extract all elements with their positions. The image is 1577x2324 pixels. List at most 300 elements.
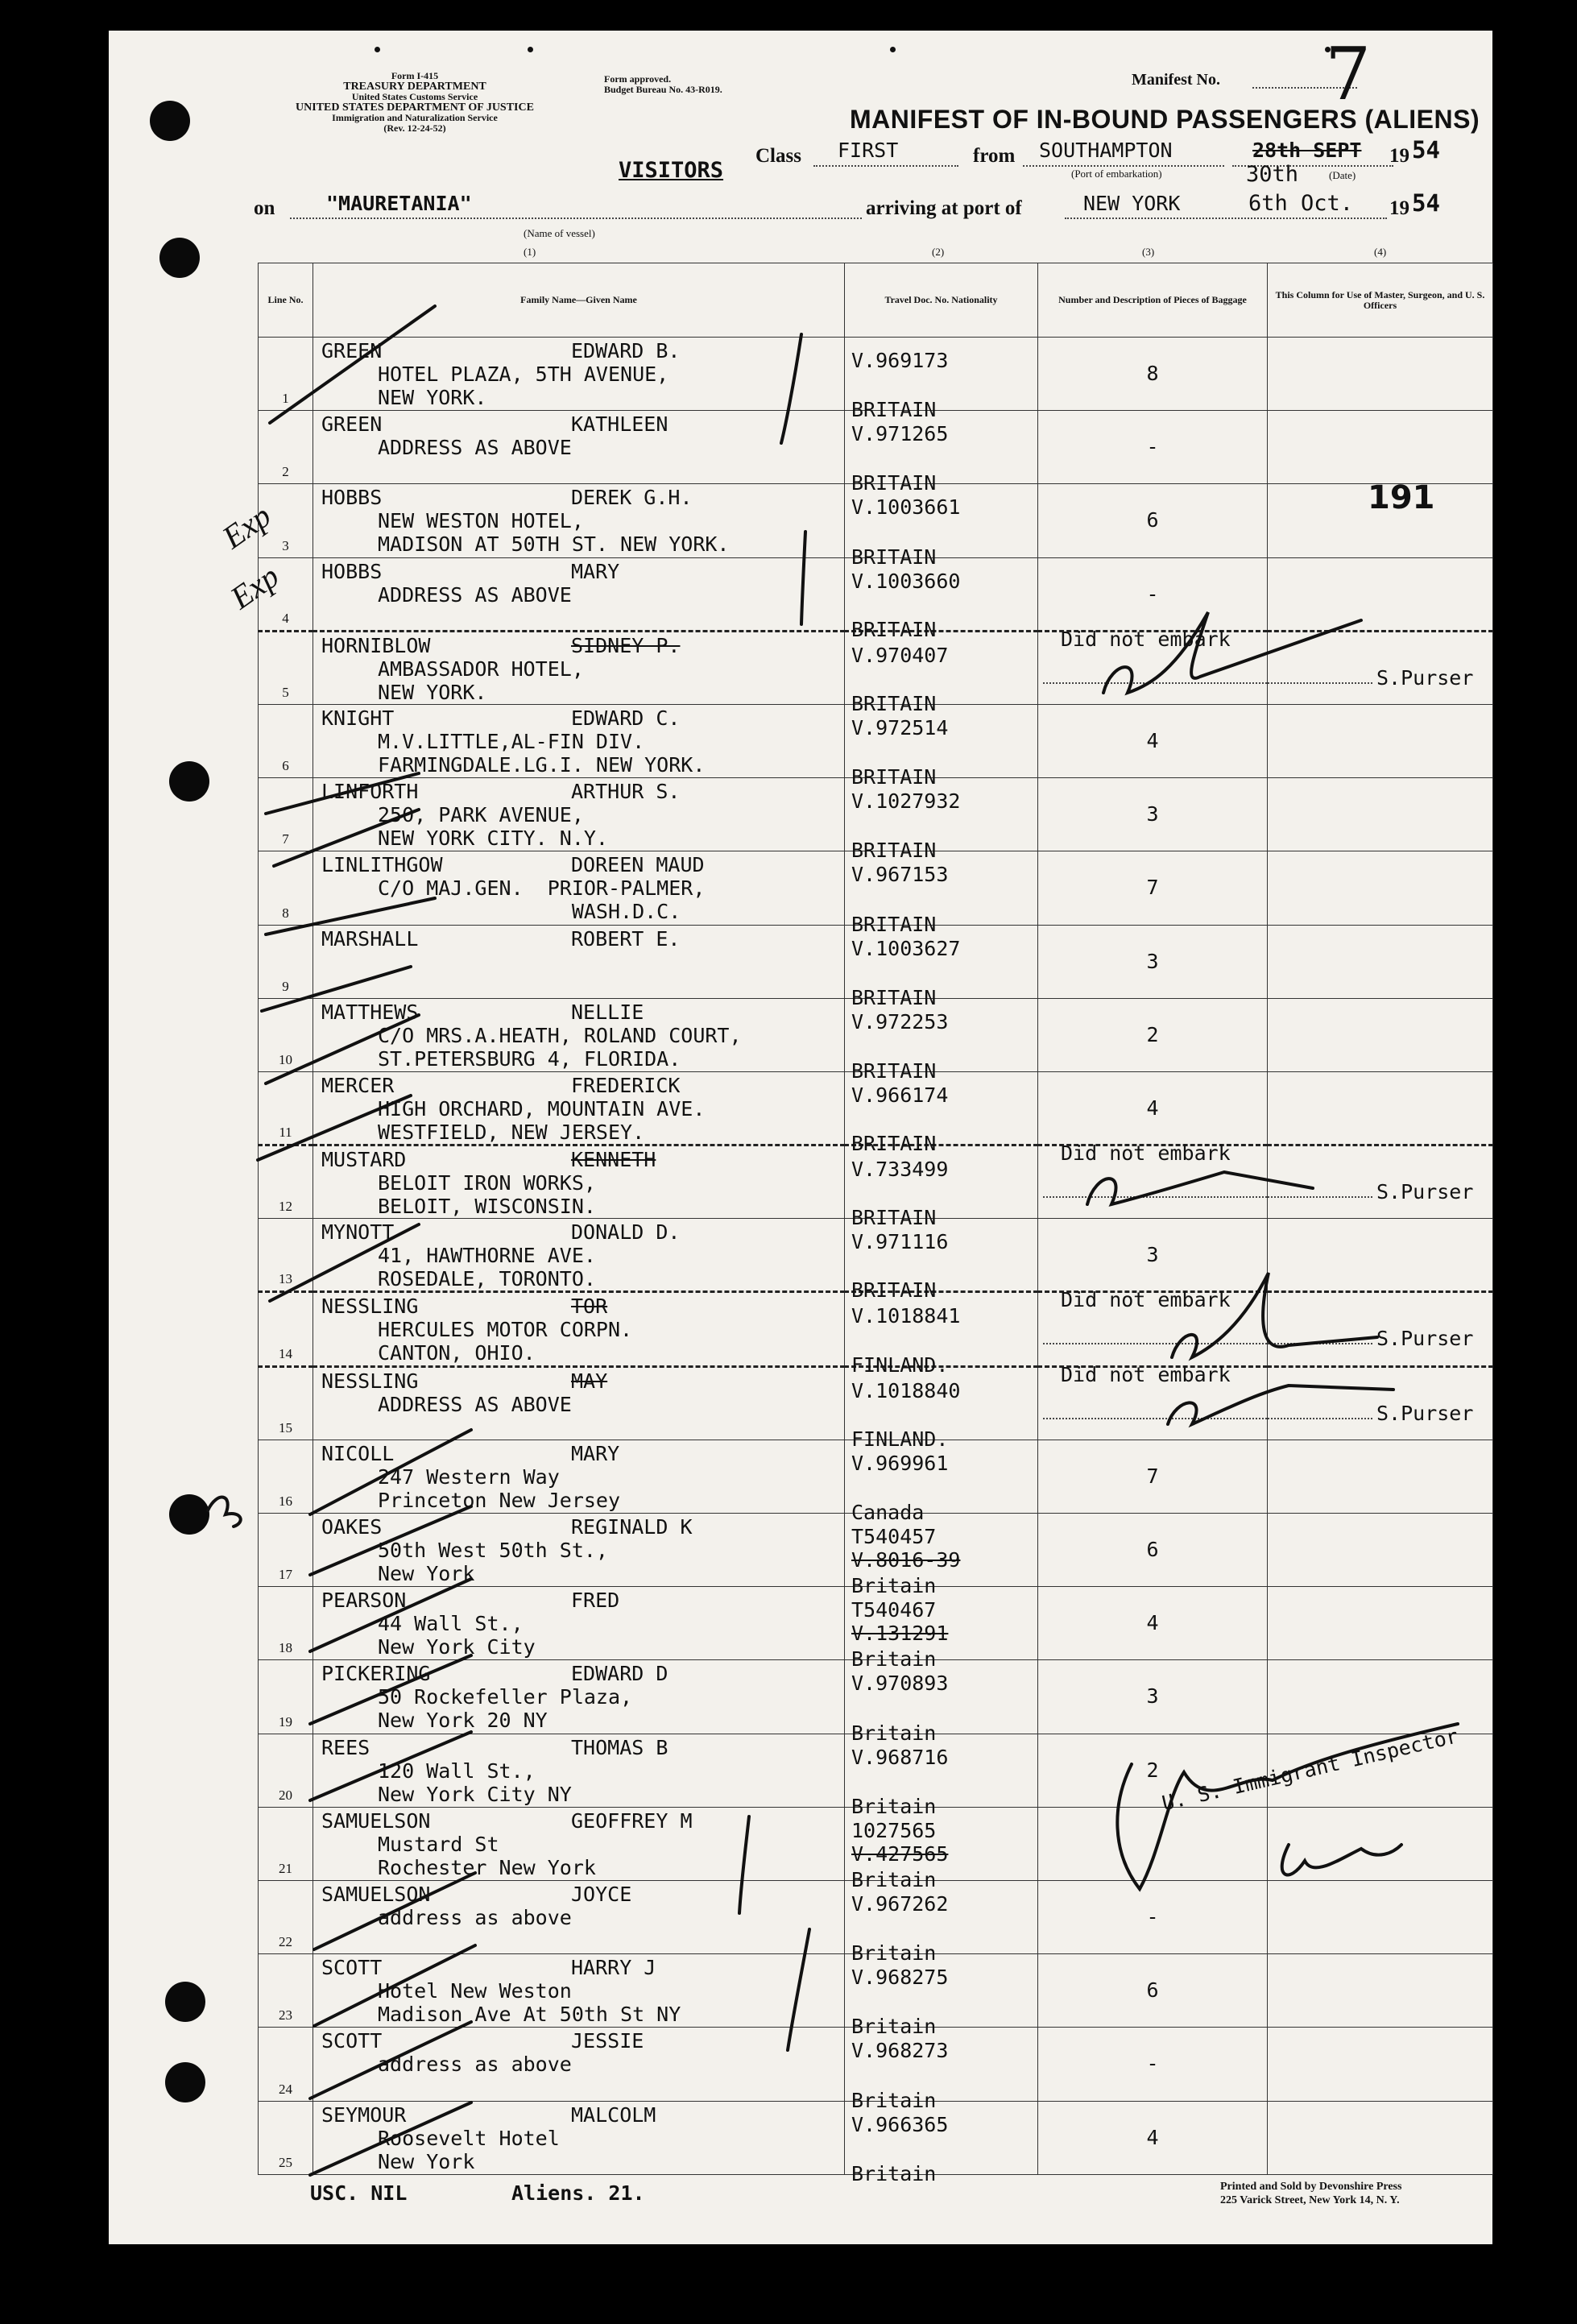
travel-doc-cell: [845, 484, 1038, 569]
punch-hole: [150, 101, 190, 141]
line-number: 6: [282, 758, 289, 774]
customs-service: United States Customs Service: [351, 91, 478, 102]
family-name: HOBBS: [321, 486, 383, 510]
address-line: 247 Western Way: [378, 1464, 560, 1489]
travel-doc-number: V.1018841: [851, 1304, 961, 1328]
travel-doc-cell: [845, 1219, 1038, 1303]
nationality: BRITAIN: [851, 1058, 937, 1083]
arrival-year: 54: [1412, 189, 1440, 217]
family-name: HOBBS: [321, 559, 383, 583]
nationality: Britain: [851, 2088, 937, 2112]
travel-doc-number: V.968273: [851, 2039, 949, 2063]
table-row: [259, 925, 1493, 998]
passenger-name-cell: [313, 1440, 845, 1513]
officer-use-cell: [1268, 1807, 1493, 1880]
family-name: NESSLING: [321, 1369, 419, 1393]
baggage-cell: [1038, 1954, 1268, 2028]
form-approved: Form approved.: [604, 73, 672, 85]
officer-use-cell: [1268, 1145, 1493, 1219]
family-name: SCOTT: [321, 1956, 383, 1980]
family-name: PICKERING: [321, 1662, 431, 1686]
address-line: ROSEDALE, TORONTO.: [378, 1267, 596, 1291]
form-agency-block: [246, 71, 584, 134]
officer-mark: 191: [1368, 479, 1435, 516]
baggage-count: 3: [1146, 1684, 1159, 1709]
purser-dotted-line: [1268, 1196, 1372, 1198]
line-number: 23: [279, 2007, 292, 2024]
officer-use-cell: [1268, 1954, 1493, 2028]
officer-use-cell: [1268, 2101, 1493, 2175]
passenger-name-cell: [313, 1071, 845, 1145]
travel-doc-number: V.733499: [851, 1158, 949, 1182]
passenger-name-cell: [313, 1292, 845, 1366]
manifest-number-label: Manifest No.: [1132, 71, 1220, 89]
immigrant-inspector-stamp: U. S. Immigrant Inspector: [1160, 1724, 1461, 1816]
from-label: from: [973, 145, 1016, 167]
table-row: [259, 1587, 1493, 1660]
line-number-cell: [259, 2028, 313, 2101]
family-name: KNIGHT: [321, 706, 395, 730]
punch-hole: [165, 1982, 205, 2022]
port-embark-caption: (Port of embarkation): [1071, 168, 1162, 180]
line-number: 24: [279, 2081, 292, 2097]
nationality: Britain: [851, 2162, 937, 2185]
address-line: Hotel New Weston: [378, 1979, 572, 2003]
line-number: 14: [279, 1345, 292, 1361]
baggage-cell: [1038, 1660, 1268, 1734]
given-name: EDWARD B.: [571, 339, 681, 362]
line-number: 10: [279, 1051, 292, 1067]
baggage-count: 2: [1146, 1022, 1159, 1046]
line-number-cell: [259, 1660, 313, 1734]
baggage-count: 3: [1146, 802, 1159, 826]
baggage-count: -: [1146, 1904, 1159, 1928]
header-travel-doc: Travel Doc. No. Nationality: [845, 263, 1038, 338]
travel-doc-number: T540457: [851, 1525, 937, 1548]
officer-use-cell: [1268, 1071, 1493, 1145]
given-name: JESSIE: [571, 2029, 644, 2053]
family-name: MUSTARD: [321, 1148, 407, 1172]
address-line: ADDRESS AS ABOVE: [378, 582, 572, 607]
address-line: ST.PETERSBURG 4, FLORIDA.: [378, 1046, 681, 1071]
line-number-cell: [259, 778, 313, 851]
line-number: 11: [279, 1125, 292, 1141]
nationality: BRITAIN: [851, 1278, 937, 1303]
baggage-cell: [1038, 1362, 1268, 1440]
line-number-cell: [259, 411, 313, 484]
travel-doc-cell: [845, 2028, 1038, 2112]
purser-label: S.Purser: [1376, 1401, 1474, 1425]
line-number: 5: [282, 684, 289, 700]
punch-hole: [165, 2062, 205, 2102]
travel-doc-cell: [845, 1587, 1038, 1672]
travel-doc-struck: V.131291: [851, 1622, 949, 1646]
did-not-embark: Did not embark: [1061, 627, 1231, 651]
address-line: Mustard St: [378, 1832, 499, 1856]
form-approval: [604, 74, 722, 95]
address-line: Princeton New Jersey: [378, 1488, 621, 1512]
travel-doc-struck: V.427565: [851, 1841, 949, 1866]
purser-label: S.Purser: [1376, 1327, 1474, 1351]
table-row: [259, 851, 1493, 925]
address-line: BELOIT, WISCONSIN.: [378, 1195, 596, 1219]
passenger-name-cell: [313, 1514, 845, 1587]
baggage-cell: [1038, 778, 1268, 851]
did-not-embark: Did not embark: [1061, 1288, 1231, 1312]
arrival-line: [1065, 217, 1387, 219]
header-line-no: Line No.: [259, 263, 313, 338]
officer-use-cell: [1268, 631, 1493, 704]
baggage-cell: [1038, 1440, 1268, 1513]
baggage-count: 3: [1146, 949, 1159, 973]
baggage-count: 7: [1146, 1464, 1159, 1488]
passenger-name-cell: [313, 411, 845, 484]
travel-doc-number: V.969173: [851, 349, 949, 372]
line-number-cell: [259, 704, 313, 777]
passenger-name-cell: [313, 1954, 845, 2028]
table-row: [259, 1880, 1493, 1953]
passenger-name-cell: [313, 851, 845, 925]
line-number: 16: [279, 1493, 292, 1509]
table-row: [259, 1366, 1493, 1440]
line-number: 20: [279, 1787, 292, 1803]
table-row: [259, 1954, 1493, 2028]
baggage-count: 4: [1146, 1611, 1159, 1635]
line-number: 15: [279, 1419, 292, 1435]
baggage-cell: [1038, 1219, 1268, 1292]
line-number-cell: [259, 1071, 313, 1145]
on-label: on: [254, 197, 275, 219]
nationality: Britain: [851, 1721, 937, 1745]
address-line: NEW YORK CITY. N.Y.: [378, 826, 608, 851]
travel-doc-number: V.966174: [851, 1083, 949, 1107]
arrival-date: 6th Oct.: [1248, 191, 1354, 216]
travel-doc-cell: [845, 1440, 1038, 1524]
baggage-cell: [1038, 704, 1268, 777]
baggage-cell: [1038, 998, 1268, 1071]
travel-doc-cell: [845, 2101, 1038, 2185]
printer-line-1: Printed and Sold by Devonshire Press: [1220, 2181, 1402, 2193]
col-number-3: (3): [1142, 246, 1155, 258]
address-line: New York 20 NY: [378, 1709, 548, 1733]
baggage-count: -: [1146, 582, 1159, 606]
address-line: BELOIT IRON WORKS,: [378, 1171, 596, 1195]
family-name: SAMUELSON: [321, 1808, 431, 1833]
given-name: ROBERT E.: [571, 926, 681, 951]
officer-use-cell: [1268, 1514, 1493, 1587]
address-line: CANTON, OHIO.: [378, 1341, 536, 1365]
line-number-cell: [259, 1366, 313, 1440]
travel-doc-number: V.968275: [851, 1966, 949, 1990]
nationality: BRITAIN: [851, 839, 937, 863]
nationality: BRITAIN: [851, 398, 937, 422]
arrival-port: NEW YORK: [1083, 192, 1181, 215]
address-line: New York: [378, 2149, 475, 2173]
address-line: 250, PARK AVENUE,: [378, 803, 584, 827]
printer-line-2: 225 Varick Street, New York 14, N. Y.: [1220, 2194, 1400, 2206]
baggage-count: 7: [1146, 876, 1159, 900]
baggage-count: 4: [1146, 1096, 1159, 1120]
manifest-number: 7: [1325, 32, 1372, 117]
arrival-year-prefix: 19: [1389, 197, 1409, 219]
col-number-1: (1): [524, 246, 536, 258]
line-number: 1: [282, 391, 289, 407]
nationality: BRITAIN: [851, 912, 937, 936]
line-number-cell: [259, 1954, 313, 2028]
date-caption: (Date): [1329, 169, 1356, 181]
given-name: FRED: [571, 1589, 620, 1613]
given-name: DONALD D.: [571, 1220, 681, 1245]
header-officers: This Column for Use of Master, Surgeon, and U. S. Officers: [1268, 263, 1493, 338]
nationality: FINLAND.: [851, 1353, 949, 1377]
travel-doc-number: V.967153: [851, 863, 949, 887]
family-name: MATTHEWS: [321, 1000, 419, 1024]
address-line: HERCULES MOTOR CORPN.: [378, 1318, 633, 1342]
ins-service: Immigration and Naturalization Service: [332, 112, 498, 123]
purser-label: S.Purser: [1376, 665, 1474, 690]
travel-doc-number: V.972253: [851, 1009, 949, 1034]
aliens-count: Aliens. 21.: [511, 2181, 645, 2205]
baggage-cell: [1038, 411, 1268, 484]
table-row: [259, 1660, 1493, 1734]
family-name: MARSHALL: [321, 926, 419, 951]
line-number: 19: [279, 1713, 292, 1730]
given-name: FREDERICK: [571, 1073, 681, 1097]
travel-doc-cell: [845, 557, 1038, 641]
punch-hole: [169, 1494, 209, 1535]
table-row: [259, 2101, 1493, 2175]
line-number-cell: [259, 338, 313, 411]
address-line: MADISON AT 50TH ST. NEW YORK.: [378, 532, 730, 557]
passenger-table: [258, 263, 1493, 2185]
line-number-cell: [259, 1880, 313, 1953]
form-number: Form I-415: [391, 70, 439, 81]
purser-dotted-line: [1268, 1418, 1372, 1419]
travel-doc-cell: [845, 631, 1038, 715]
line-number: 7: [282, 831, 289, 847]
baggage-count: 2: [1146, 1758, 1159, 1782]
passenger-name-cell: [313, 557, 845, 631]
line-number-cell: [259, 1219, 313, 1292]
line-number: 13: [279, 1271, 292, 1287]
passenger-name-cell: [313, 1145, 845, 1219]
given-name: DEREK G.H.: [571, 486, 693, 510]
nationality: FINLAND.: [851, 1427, 949, 1451]
line-number-cell: [259, 1440, 313, 1513]
address-line: Roosevelt Hotel: [378, 2126, 560, 2150]
given-name: REGINALD K: [571, 1515, 693, 1539]
address-line: 44 Wall St.,: [378, 1612, 524, 1636]
travel-doc-number: T540467: [851, 1598, 937, 1622]
travel-doc-cell: [845, 1734, 1038, 1818]
baggage-cell: [1038, 2101, 1268, 2175]
manifest-title: MANIFEST OF IN-BOUND PASSENGERS (ALIENS): [850, 105, 1480, 134]
treasury-dept: TREASURY DEPARTMENT: [343, 81, 486, 93]
travel-doc-cell: [845, 1880, 1038, 1966]
baggage-count: 6: [1146, 1978, 1159, 2003]
line-number-cell: [259, 631, 313, 704]
travel-doc-cell: [845, 851, 1038, 936]
nationality: BRITAIN: [851, 471, 937, 495]
address-line: WESTFIELD, NEW JERSEY.: [378, 1120, 645, 1144]
address-line: FARMINGDALE.LG.I. NEW YORK.: [378, 752, 706, 777]
arriving-label: arriving at port of: [866, 197, 1022, 219]
travel-doc-cell: [845, 411, 1038, 495]
table-row: [259, 1145, 1493, 1219]
address-line: NEW WESTON HOTEL,: [378, 509, 584, 533]
staple-dot: [890, 47, 896, 52]
address-line: 50th West 50th St.,: [378, 1539, 608, 1562]
table-row: [259, 1514, 1493, 1587]
col-number-4: (4): [1374, 246, 1387, 258]
line-number: 25: [279, 2155, 292, 2170]
staple-dot: [375, 47, 380, 52]
family-name: NESSLING: [321, 1295, 419, 1319]
embark-year: 54: [1412, 136, 1440, 164]
given-name: MARY: [571, 1441, 620, 1465]
from-line: [1023, 165, 1224, 167]
nationality: BRITAIN: [851, 617, 937, 641]
passenger-name-cell: [313, 704, 845, 777]
baggage-count: -: [1146, 435, 1159, 459]
line-number: 12: [279, 1199, 292, 1215]
address-line: NEW YORK.: [378, 386, 487, 409]
table-row: [259, 778, 1493, 851]
vessel-caption: (Name of vessel): [524, 227, 595, 239]
purser-dotted-line: [1268, 1343, 1372, 1344]
nationality: Canada: [851, 1501, 925, 1524]
class-line: [813, 165, 958, 167]
travel-doc-cell: [845, 338, 1038, 422]
baggage-cell: [1038, 925, 1268, 998]
given-name: GEOFFREY M: [571, 1808, 693, 1833]
family-name: LINLITHGOW: [321, 853, 443, 877]
punch-hole: [159, 238, 200, 278]
family-name: SAMUELSON: [321, 1882, 431, 1906]
line-number-cell: [259, 1292, 313, 1366]
address-line: address as above: [378, 2053, 572, 2077]
purser-dotted-line: [1043, 1343, 1267, 1344]
address-line: HIGH ORCHARD, MOUNTAIN AVE.: [378, 1096, 706, 1121]
passenger-name-cell: [313, 1880, 845, 1953]
baggage-count: 3: [1146, 1243, 1159, 1267]
travel-doc-number: 1027565: [851, 1818, 937, 1842]
passenger-name-cell: [313, 925, 845, 998]
margin-note-exp-1: Exp: [215, 497, 278, 556]
given-name: MARY: [571, 559, 620, 583]
address-line: C/O MRS.A.HEATH, ROLAND COURT,: [378, 1023, 742, 1047]
class-value: FIRST: [838, 139, 899, 162]
given-name: JOYCE: [571, 1882, 632, 1906]
officer-use-cell: [1268, 851, 1493, 925]
travel-doc-number: V.971265: [851, 422, 949, 446]
officer-use-cell: [1268, 925, 1493, 998]
passenger-name-cell: [313, 1807, 845, 1880]
baggage-cell: [1038, 1880, 1268, 1953]
line-number-cell: [259, 1734, 313, 1807]
table-row: [259, 704, 1493, 777]
passenger-name-cell: [313, 1219, 845, 1292]
travel-doc-cell: [845, 704, 1038, 789]
passenger-name-cell: [313, 1660, 845, 1734]
travel-doc-cell: [845, 998, 1038, 1083]
travel-doc-struck: V.8016-39: [851, 1548, 961, 1572]
purser-label: S.Purser: [1376, 1180, 1474, 1204]
line-number: 3: [282, 537, 289, 553]
line-number-cell: [259, 1807, 313, 1880]
address-line: address as above: [378, 1905, 572, 1929]
address-line: Madison Ave At 50th St NY: [378, 2003, 681, 2027]
officer-use-cell: [1268, 998, 1493, 1071]
line-number-cell: [259, 1145, 313, 1219]
travel-doc-cell: [845, 1292, 1038, 1377]
passenger-name-cell: [313, 2101, 845, 2175]
travel-doc-cell: [845, 1071, 1038, 1156]
address-line: Rochester New York: [378, 1855, 596, 1879]
given-name: KATHLEEN: [571, 412, 668, 437]
table-row: [259, 2028, 1493, 2101]
address-line: 120 Wall St.,: [378, 1759, 536, 1783]
officer-use-cell: [1268, 557, 1493, 631]
travel-doc-number: V.1003661: [851, 495, 961, 520]
officer-use-cell: [1268, 1366, 1493, 1440]
officer-use-cell: [1268, 704, 1493, 777]
travel-doc-number: V.1003660: [851, 569, 961, 593]
nationality: Britain: [851, 1794, 937, 1818]
baggage-cell: [1038, 1288, 1268, 1366]
table-row: [259, 631, 1493, 704]
address-line: ADDRESS AS ABOVE: [378, 1392, 572, 1416]
nationality: Britain: [851, 1647, 937, 1672]
port-of-embarkation: SOUTHAMPTON: [1039, 139, 1173, 162]
baggage-count: 4: [1146, 2125, 1159, 2149]
given-name: THOMAS B: [571, 1735, 668, 1759]
given-name: NELLIE: [571, 1000, 644, 1024]
given-name: ARTHUR S.: [571, 780, 681, 804]
table-row: [259, 1807, 1493, 1880]
line-number: 21: [279, 1860, 292, 1876]
officer-use-cell: [1268, 1880, 1493, 1953]
address-line: HOTEL PLAZA, 5TH AVENUE,: [378, 362, 669, 386]
passenger-name-cell: [313, 1734, 845, 1807]
baggage-cell: [1038, 484, 1268, 557]
travel-doc-number: V.968716: [851, 1745, 949, 1769]
passenger-name-cell: [313, 998, 845, 1071]
given-name: EDWARD D: [571, 1662, 668, 1686]
header-name: Family Name—Given Name: [313, 263, 845, 338]
purser-dotted-line: [1043, 1196, 1267, 1198]
travel-doc-number: V.1003627: [851, 936, 961, 960]
baggage-cell: [1038, 627, 1268, 704]
officer-use-cell: [1268, 1587, 1493, 1660]
travel-doc-cell: [845, 925, 1038, 1009]
given-name: MALCOLM: [571, 2102, 656, 2127]
table-row: [259, 338, 1493, 411]
family-name: GREEN: [321, 339, 383, 362]
given-name: KENNETH: [571, 1148, 656, 1172]
officer-use-cell: [1268, 411, 1493, 484]
baggage-cell: [1038, 557, 1268, 631]
nationality: BRITAIN: [851, 1132, 937, 1156]
baggage-count: 8: [1146, 362, 1159, 385]
class-label: Class: [755, 145, 801, 167]
address-line: WASH.D.C.: [378, 900, 681, 924]
table-row: [259, 484, 1493, 557]
family-name: LINFORTH: [321, 780, 419, 804]
table-row: [259, 557, 1493, 631]
passenger-name-cell: [313, 631, 845, 704]
line-number-cell: [259, 851, 313, 925]
